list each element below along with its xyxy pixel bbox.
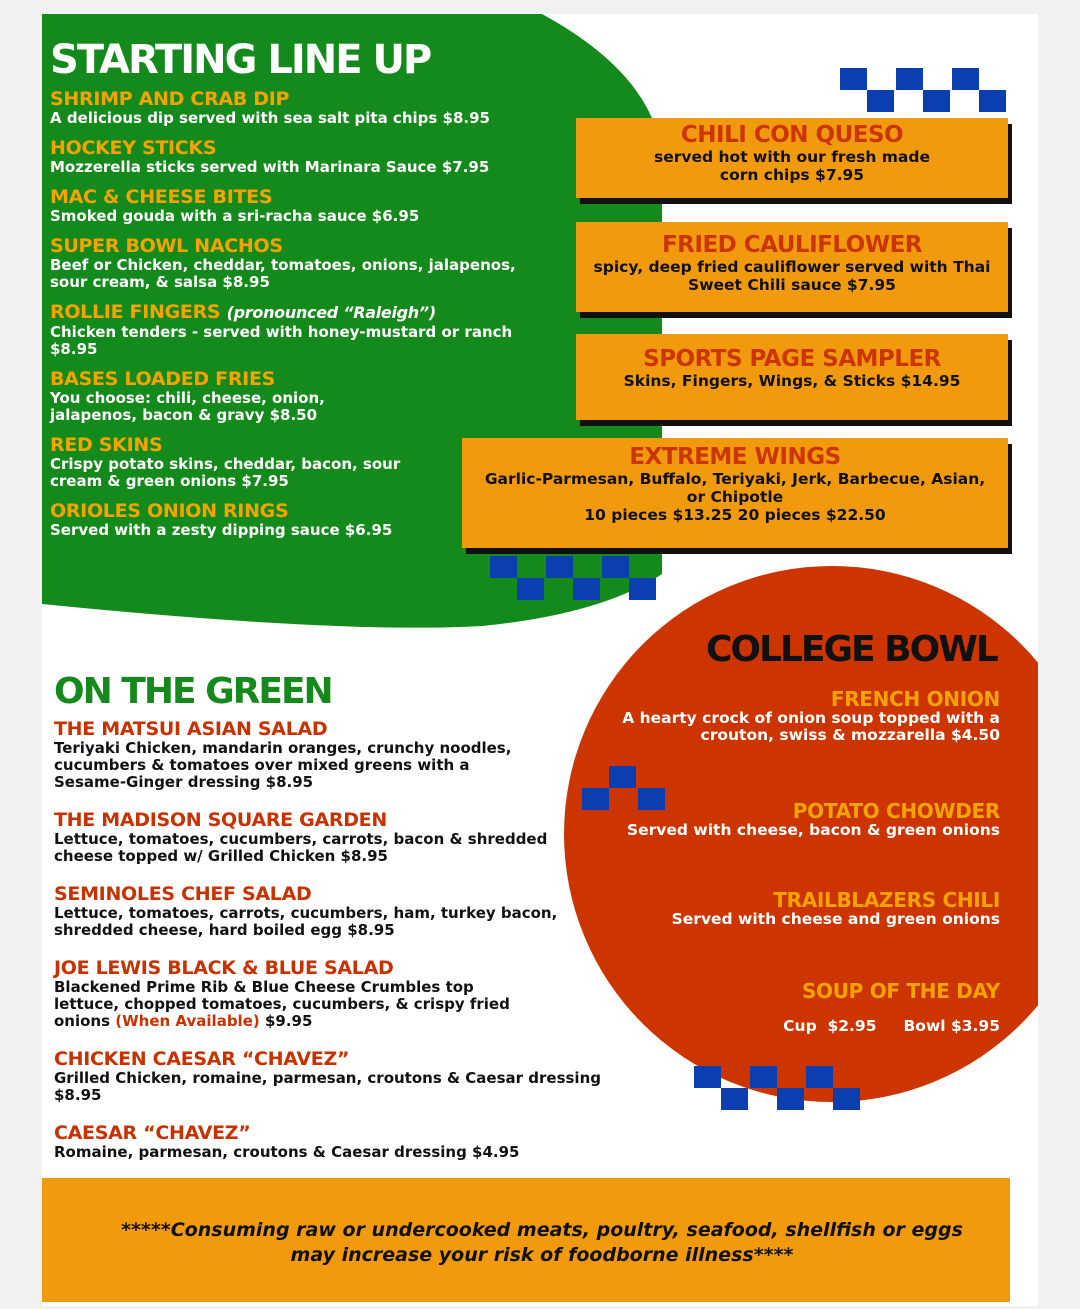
college-bowl-section [572,688,1000,1035]
on-the-green-section [54,671,601,1161]
menu-box-extreme-wings [462,438,1008,548]
item-name: THE MATSUI ASIAN SALAD [54,718,328,740]
item-note: (pronounced “Raleigh”) [226,303,436,322]
item-desc: Teriyaki Chicken, mandarin oranges, crunchy noodles, cucumbers & tomatoes over mixed greens with a Sesame-Ginger dressing $8.95 [54,739,512,791]
item-name: SPORTS PAGE SAMPLER [643,346,941,372]
item-price: $9.95 [259,1012,313,1030]
checker-pattern [694,1066,864,1110]
item-name: ORIOLES ONION RINGS [50,500,289,522]
starting-lineup-title: STARTING LINE UP [50,37,431,83]
checker-pattern [840,68,1010,112]
soup-item [572,800,1000,839]
item-name: FRENCH ONION [830,687,1000,711]
item-desc: spicy, deep fried cauliflower served with Thai Sweet Chili sauce $7.95 [593,258,991,294]
item-name: POTATO CHOWDER [792,799,1000,823]
soup-item [572,688,1000,744]
food-safety-warning: *****Consuming raw or undercooked meats, poultry, seafood, shellfish or eggs may increase your risk of foodborne illness**** [121,1219,963,1266]
menu-item [54,957,524,1030]
item-desc: Lettuce, tomatoes, carrots, cucumbers, ham, turkey bacon, shredded cheese, hard boiled egg $8.95 [54,904,558,939]
item-desc: A hearty crock of onion soup topped with a crouton, swiss & mozzarella $4.50 [622,709,1000,744]
item-desc: served hot with our fresh made corn chips $7.95 [654,148,930,184]
menu-item [50,368,390,424]
item-desc: Lettuce, tomatoes, cucumbers, carrots, bacon & shredded cheese topped w/ Grilled Chicken $8.95 [54,830,548,865]
item-name: SUPER BOWL NACHOS [50,235,283,257]
item-desc-row [54,979,524,1030]
menu-item [50,88,580,127]
item-name: BASES LOADED FRIES [50,368,276,390]
item-desc: Beef or Chicken, cheddar, tomatoes, onions, jalapenos, sour cream, & salsa $8.95 [50,256,516,291]
item-desc: Garlic-Parmesan, Buffalo, Teriyaki, Jerk, Barbecue, Asian, or Chipotle [484,470,986,506]
item-name: TRAILBLAZERS CHILI [773,888,1000,912]
item-desc: Cup $2.95 Bowl $3.95 [783,1017,1000,1035]
menu-item [50,301,520,358]
footer-banner [42,1178,1010,1302]
item-desc: Smoked gouda with a sri-racha sauce $6.95 [50,207,420,225]
item-desc: Served with cheese and green onions [671,910,1000,928]
menu-item [50,235,520,291]
item-name: HOCKEY STICKS [50,137,217,159]
item-desc: A delicious dip served with sea salt pita chips $8.95 [50,109,490,127]
item-name: SOUP OF THE DAY [801,979,1000,1003]
item-prices: 10 pieces $13.25 20 pieces $22.50 [584,506,886,524]
item-desc: Chicken tenders - served with honey-mustard or ranch $8.95 [50,323,513,358]
menu-item [50,137,580,176]
item-desc: Skins, Fingers, Wings, & Sticks $14.95 [623,372,961,390]
checker-pattern [490,556,660,600]
menu-box-fried-cauliflower [576,222,1008,312]
item-name: CAESAR “CHAVEZ” [54,1122,251,1144]
item-name: SEMINOLES CHEF SALAD [54,883,312,905]
item-name: THE MADISON SQUARE GARDEN [54,809,387,831]
item-name: CHICKEN CAESAR “CHAVEZ” [54,1048,350,1070]
item-name-row [50,301,520,324]
item-name: CHILI CON QUESO [680,122,904,148]
item-name: FRIED CAULIFLOWER [661,232,923,258]
item-desc: Romaine, parmesan, croutons & Caesar dressing $4.95 [54,1143,520,1161]
item-name: RED SKINS [50,434,163,456]
item-desc: Crispy potato skins, cheddar, bacon, sour cream & green onions $7.95 [50,455,401,490]
soup-item [572,980,1000,1035]
on-the-green-title: ON THE GREEN [54,671,332,712]
menu-box-sports-page-sampler [576,334,1008,420]
item-desc: Served with cheese, bacon & green onions [626,821,1000,839]
menu-item [54,1048,614,1104]
college-bowl-title: COLLEGE BOWL [706,629,997,670]
menu-item [50,434,410,490]
menu-item [54,1122,614,1161]
soup-item [572,889,1000,928]
menu-item [50,186,580,225]
item-name: JOE LEWIS BLACK & BLUE SALAD [54,957,394,979]
menu-box-chili-con-queso [576,118,1008,198]
item-name: ROLLIE FINGERS [50,301,221,323]
item-desc: Blackened Prime Rib & Blue Cheese Crumbles top lettuce, chopped tomatoes, cucumbers, & crispy fried onions [54,978,510,1030]
item-desc: Mozzerella sticks served with Marinara Sauce $7.95 [50,158,490,176]
menu-item [50,500,470,539]
menu-item [54,883,574,939]
item-desc: Served with a zesty dipping sauce $6.95 [50,521,393,539]
item-desc: You choose: chili, cheese, onion, jalapenos, bacon & gravy $8.50 [50,389,325,424]
item-name: EXTREME WINGS [629,444,841,470]
menu-page [42,14,1038,1306]
availability-note: (When Available) [115,1012,260,1030]
item-name: SHRIMP AND CRAB DIP [50,88,290,110]
menu-item [54,809,554,865]
item-name: MAC & CHEESE BITES [50,186,273,208]
item-desc: Grilled Chicken, romaine, parmesan, croutons & Caesar dressing $8.95 [54,1069,601,1104]
menu-item [54,718,514,791]
